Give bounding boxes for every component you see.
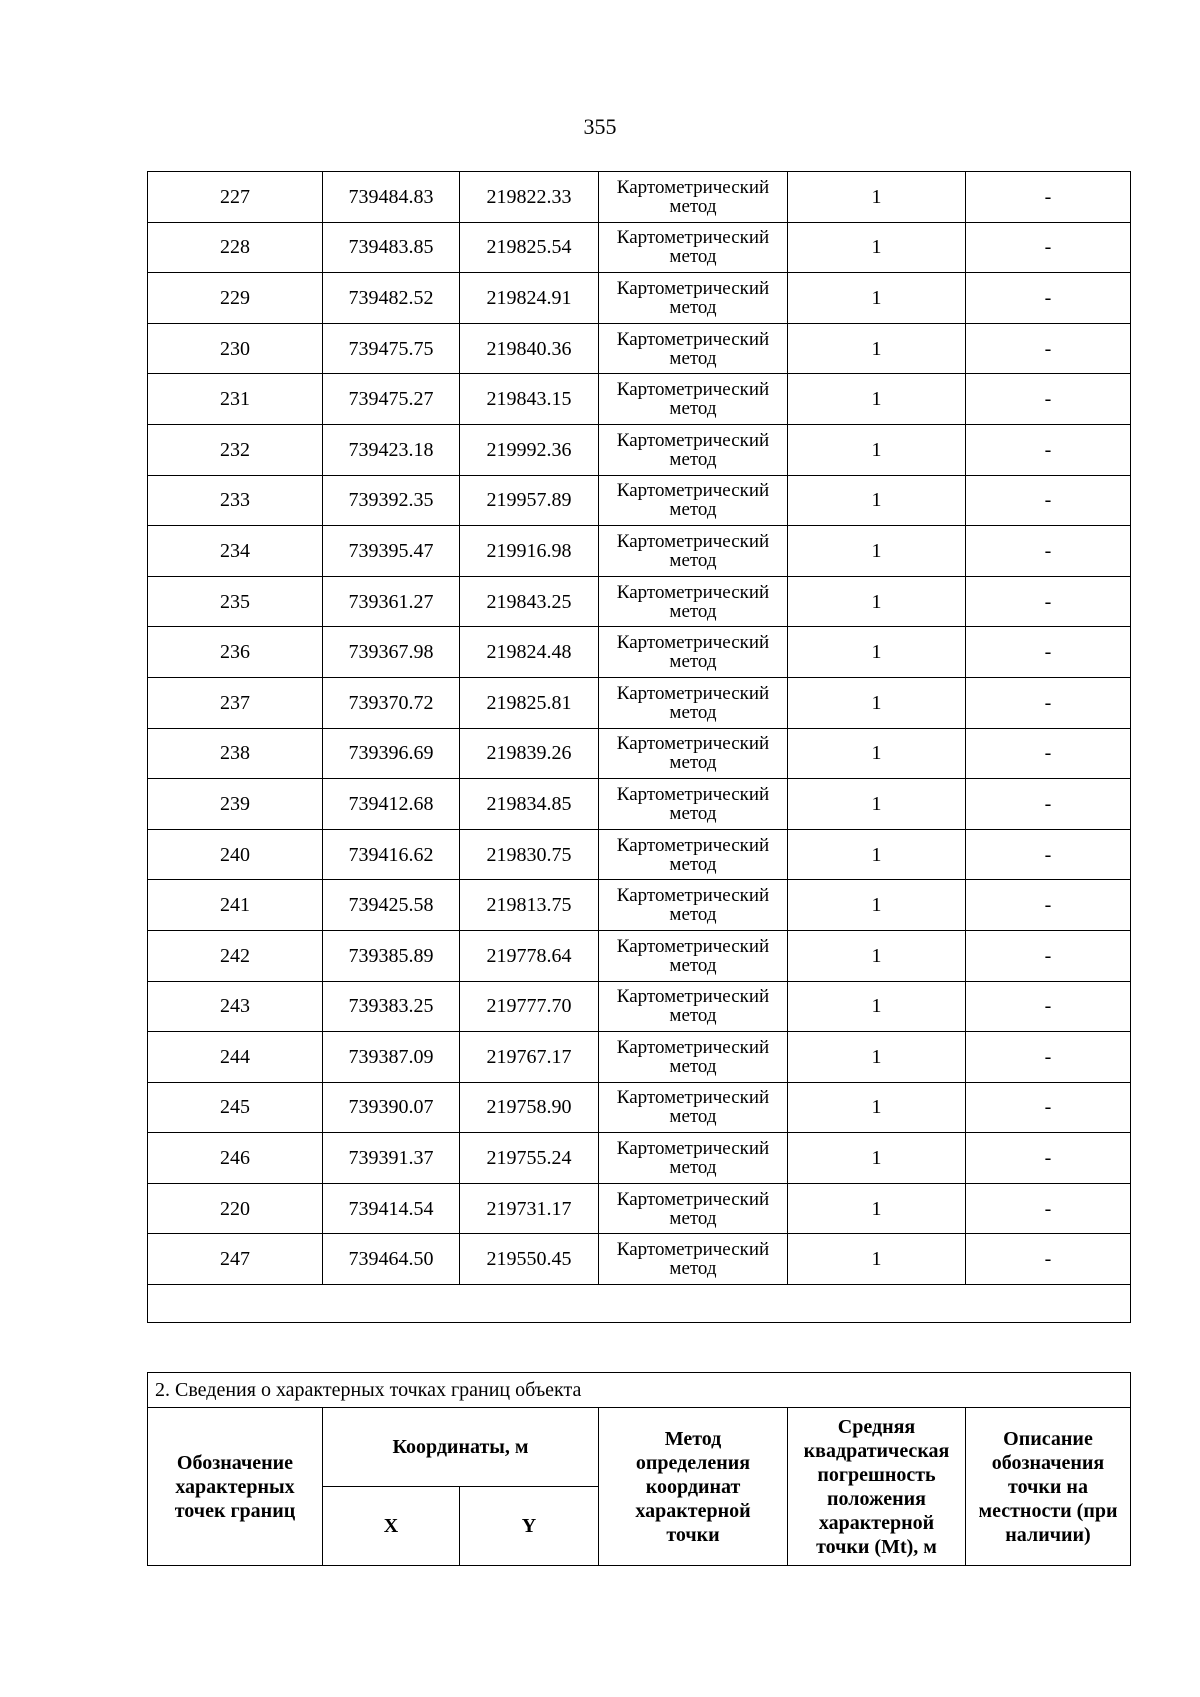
description-cell: - — [966, 728, 1131, 779]
boundary-points-body — [148, 172, 1131, 1285]
method-cell — [599, 526, 788, 577]
table-row — [148, 576, 1131, 627]
method-line: метод — [669, 499, 717, 521]
method-line: Картометрический — [616, 176, 770, 198]
method-line: метод — [669, 904, 717, 926]
point-id-cell: 239 — [148, 779, 323, 830]
coord-y-cell: 219777.70 — [460, 981, 599, 1032]
description-cell: - — [966, 930, 1131, 981]
table-row — [148, 424, 1131, 475]
coord-x-cell: 739483.85 — [323, 222, 460, 273]
coord-y-cell: 219778.64 — [460, 930, 599, 981]
accuracy-cell: 1 — [788, 172, 966, 223]
point-id-cell: 237 — [148, 677, 323, 728]
coord-x-cell: 739482.52 — [323, 273, 460, 324]
coord-y-cell: 219957.89 — [460, 475, 599, 526]
method-line: метод — [669, 1258, 717, 1280]
method-line: Картометрический — [616, 632, 770, 654]
method-line: Картометрический — [616, 1036, 770, 1058]
method-line: Картометрический — [616, 783, 770, 805]
header-description — [966, 1408, 1131, 1566]
method-cell — [599, 273, 788, 324]
method-line: метод — [669, 853, 717, 875]
table-row — [148, 677, 1131, 728]
method-line: Картометрический — [616, 733, 770, 755]
point-id-cell: 227 — [148, 172, 323, 223]
coord-y-cell: 219824.91 — [460, 273, 599, 324]
method-line: метод — [669, 246, 717, 268]
table-row — [148, 1082, 1131, 1133]
table-row — [148, 1234, 1131, 1285]
coord-x-cell: 739383.25 — [323, 981, 460, 1032]
accuracy-cell: 1 — [788, 273, 966, 324]
description-cell: - — [966, 1133, 1131, 1184]
coord-y-cell: 219992.36 — [460, 424, 599, 475]
point-id-cell: 245 — [148, 1082, 323, 1133]
table-row — [148, 526, 1131, 577]
header-accuracy-line: точки (Mt), м — [816, 1535, 937, 1558]
method-cell — [599, 1234, 788, 1285]
coord-x-cell: 739475.27 — [323, 374, 460, 425]
method-line: метод — [669, 448, 717, 470]
method-cell — [599, 1183, 788, 1234]
description-cell: - — [966, 424, 1131, 475]
method-cell — [599, 779, 788, 830]
method-line: Картометрический — [616, 379, 770, 401]
coord-x-cell: 739414.54 — [323, 1183, 460, 1234]
description-cell: - — [966, 374, 1131, 425]
method-line: Картометрический — [616, 935, 770, 957]
header-x: X — [323, 1487, 460, 1566]
table-row — [148, 930, 1131, 981]
coord-y-cell: 219839.26 — [460, 728, 599, 779]
description-cell: - — [966, 627, 1131, 678]
method-line: Картометрический — [616, 1138, 770, 1160]
method-cell — [599, 627, 788, 678]
method-line: метод — [669, 1106, 717, 1128]
page-number: 355 — [583, 114, 617, 139]
coord-x-cell: 739425.58 — [323, 880, 460, 931]
accuracy-cell: 1 — [788, 677, 966, 728]
method-line: метод — [669, 1005, 717, 1027]
method-line: метод — [669, 600, 717, 622]
description-cell: - — [966, 475, 1131, 526]
coord-y-cell: 219822.33 — [460, 172, 599, 223]
coord-x-cell: 739361.27 — [323, 576, 460, 627]
header-method-line: Метод — [664, 1427, 722, 1450]
header-designation-line: Обозначение — [176, 1451, 294, 1474]
coord-y-cell: 219916.98 — [460, 526, 599, 577]
accuracy-cell: 1 — [788, 374, 966, 425]
point-id-cell: 241 — [148, 880, 323, 931]
description-cell: - — [966, 677, 1131, 728]
table-row — [148, 728, 1131, 779]
description-cell: - — [966, 779, 1131, 830]
table-row — [148, 1032, 1131, 1083]
accuracy-cell: 1 — [788, 627, 966, 678]
coord-x-cell: 739475.75 — [323, 323, 460, 374]
coord-x-cell: 739412.68 — [323, 779, 460, 830]
point-id-cell: 229 — [148, 273, 323, 324]
method-line: метод — [669, 802, 717, 824]
coord-x-cell: 739484.83 — [323, 172, 460, 223]
method-cell — [599, 728, 788, 779]
method-line: метод — [669, 347, 717, 369]
coord-x-cell: 739392.35 — [323, 475, 460, 526]
point-id-cell: 232 — [148, 424, 323, 475]
method-line: Картометрический — [616, 986, 770, 1008]
description-cell: - — [966, 323, 1131, 374]
description-cell: - — [966, 576, 1131, 627]
accuracy-cell: 1 — [788, 526, 966, 577]
method-line: Картометрический — [616, 682, 770, 704]
table-row — [148, 1133, 1131, 1184]
coord-x-cell: 739367.98 — [323, 627, 460, 678]
header-accuracy — [788, 1408, 966, 1566]
header-description-line: точки на — [1008, 1475, 1088, 1498]
header-method — [599, 1408, 788, 1566]
accuracy-cell: 1 — [788, 222, 966, 273]
header-y: Y — [460, 1487, 599, 1566]
header-designation — [148, 1408, 323, 1566]
method-line: Картометрический — [616, 530, 770, 552]
table-row — [148, 475, 1131, 526]
header-method-line: характерной — [635, 1499, 751, 1522]
coord-x-cell: 739390.07 — [323, 1082, 460, 1133]
point-id-cell: 236 — [148, 627, 323, 678]
method-cell — [599, 222, 788, 273]
coord-x-cell: 739370.72 — [323, 677, 460, 728]
method-line: Картометрический — [616, 1188, 770, 1210]
section2-table — [147, 1372, 1131, 1566]
accuracy-cell: 1 — [788, 323, 966, 374]
method-line: метод — [669, 752, 717, 774]
accuracy-cell: 1 — [788, 981, 966, 1032]
coord-y-cell: 219755.24 — [460, 1133, 599, 1184]
method-cell — [599, 829, 788, 880]
accuracy-cell: 1 — [788, 576, 966, 627]
header-designation-line: характерных — [175, 1475, 295, 1498]
description-cell: - — [966, 829, 1131, 880]
coord-x-cell: 739395.47 — [323, 526, 460, 577]
point-id-cell: 233 — [148, 475, 323, 526]
point-id-cell: 238 — [148, 728, 323, 779]
method-line: Картометрический — [616, 277, 770, 299]
accuracy-cell: 1 — [788, 1133, 966, 1184]
point-id-cell: 235 — [148, 576, 323, 627]
boundary-points-table — [147, 171, 1131, 1323]
method-line: Картометрический — [616, 1239, 770, 1261]
coord-x-cell: 739396.69 — [323, 728, 460, 779]
method-cell — [599, 880, 788, 931]
description-cell: - — [966, 981, 1131, 1032]
coord-x-cell: 739423.18 — [323, 424, 460, 475]
point-id-cell: 246 — [148, 1133, 323, 1184]
coord-x-cell: 739416.62 — [323, 829, 460, 880]
coord-y-cell: 219731.17 — [460, 1183, 599, 1234]
method-line: метод — [669, 398, 717, 420]
method-cell — [599, 1032, 788, 1083]
description-cell: - — [966, 1082, 1131, 1133]
method-cell — [599, 374, 788, 425]
header-description-line: обозначения — [991, 1451, 1105, 1474]
header-accuracy-line: характерной — [818, 1511, 935, 1534]
coord-y-cell: 219824.48 — [460, 627, 599, 678]
method-line: метод — [669, 1055, 717, 1077]
accuracy-cell: 1 — [788, 1082, 966, 1133]
coord-y-cell: 219825.54 — [460, 222, 599, 273]
accuracy-cell: 1 — [788, 1032, 966, 1083]
coord-y-cell: 219758.90 — [460, 1082, 599, 1133]
accuracy-cell: 1 — [788, 779, 966, 830]
point-id-cell: 242 — [148, 930, 323, 981]
method-line: Картометрический — [616, 429, 770, 451]
empty-cell — [148, 1285, 1131, 1323]
table-row — [148, 779, 1131, 830]
table-row — [148, 172, 1131, 223]
point-id-cell: 230 — [148, 323, 323, 374]
description-cell: - — [966, 1183, 1131, 1234]
header-method-line: координат — [645, 1475, 741, 1498]
table-row — [148, 829, 1131, 880]
coord-y-cell: 219843.25 — [460, 576, 599, 627]
accuracy-cell: 1 — [788, 880, 966, 931]
method-line: Картометрический — [616, 328, 770, 350]
coord-y-cell: 219813.75 — [460, 880, 599, 931]
method-line: метод — [669, 651, 717, 673]
accuracy-cell: 1 — [788, 424, 966, 475]
method-line: Картометрический — [616, 1087, 770, 1109]
header-description-line: местности (при — [978, 1499, 1118, 1522]
method-line: Картометрический — [616, 885, 770, 907]
header-accuracy-line: квадратическая — [803, 1439, 950, 1462]
coord-x-cell: 739464.50 — [323, 1234, 460, 1285]
table-row — [148, 1183, 1131, 1234]
coord-x-cell: 739387.09 — [323, 1032, 460, 1083]
table-row — [148, 222, 1131, 273]
point-id-cell: 234 — [148, 526, 323, 577]
header-accuracy-line: Средняя — [837, 1415, 916, 1438]
empty-row — [148, 1285, 1131, 1323]
table-row — [148, 981, 1131, 1032]
method-line: метод — [669, 195, 717, 217]
description-cell: - — [966, 526, 1131, 577]
accuracy-cell: 1 — [788, 475, 966, 526]
table-row — [148, 374, 1131, 425]
method-cell — [599, 576, 788, 627]
method-cell — [599, 1133, 788, 1184]
point-id-cell: 220 — [148, 1183, 323, 1234]
method-line: метод — [669, 1157, 717, 1179]
point-id-cell: 228 — [148, 222, 323, 273]
method-line: Картометрический — [616, 834, 770, 856]
header-coordinates: Координаты, м — [323, 1408, 599, 1487]
point-id-cell: 240 — [148, 829, 323, 880]
point-id-cell: 244 — [148, 1032, 323, 1083]
header-method-line: точки — [666, 1523, 720, 1546]
method-line: метод — [669, 296, 717, 318]
coord-y-cell: 219767.17 — [460, 1032, 599, 1083]
point-id-cell: 243 — [148, 981, 323, 1032]
header-method-line: определения — [635, 1451, 751, 1474]
accuracy-cell: 1 — [788, 930, 966, 981]
table-row — [148, 273, 1131, 324]
point-id-cell: 231 — [148, 374, 323, 425]
method-line: Картометрический — [616, 480, 770, 502]
header-description-line: наличии) — [1005, 1523, 1091, 1546]
coord-y-cell: 219840.36 — [460, 323, 599, 374]
table-row — [148, 627, 1131, 678]
point-id-cell: 247 — [148, 1234, 323, 1285]
description-cell: - — [966, 222, 1131, 273]
accuracy-cell: 1 — [788, 1183, 966, 1234]
method-cell — [599, 981, 788, 1032]
method-line: Картометрический — [616, 227, 770, 249]
section2-title: 2. Сведения о характерных точках границ объекта — [148, 1373, 1131, 1408]
method-line: метод — [669, 954, 717, 976]
accuracy-cell: 1 — [788, 1234, 966, 1285]
table-row — [148, 323, 1131, 374]
coord-y-cell: 219825.81 — [460, 677, 599, 728]
header-designation-line: точек границ — [174, 1499, 296, 1522]
accuracy-cell: 1 — [788, 829, 966, 880]
description-cell: - — [966, 1234, 1131, 1285]
description-cell: - — [966, 1032, 1131, 1083]
method-cell — [599, 677, 788, 728]
coord-y-cell: 219550.45 — [460, 1234, 599, 1285]
header-description-line: Описание — [1003, 1427, 1093, 1450]
header-accuracy-line: погрешность — [817, 1463, 936, 1486]
description-cell: - — [966, 880, 1131, 931]
description-cell: - — [966, 172, 1131, 223]
coord-y-cell: 219834.85 — [460, 779, 599, 830]
coord-y-cell: 219843.15 — [460, 374, 599, 425]
method-cell — [599, 930, 788, 981]
accuracy-cell: 1 — [788, 728, 966, 779]
method-line: метод — [669, 1207, 717, 1229]
method-cell — [599, 172, 788, 223]
method-cell — [599, 323, 788, 374]
coord-y-cell: 219830.75 — [460, 829, 599, 880]
header-accuracy-line: положения — [827, 1487, 926, 1510]
coord-x-cell: 739385.89 — [323, 930, 460, 981]
method-line: метод — [669, 701, 717, 723]
description-cell: - — [966, 273, 1131, 324]
method-line: метод — [669, 549, 717, 571]
coord-x-cell: 739391.37 — [323, 1133, 460, 1184]
table-row — [148, 880, 1131, 931]
method-line: Картометрический — [616, 581, 770, 603]
method-cell — [599, 1082, 788, 1133]
method-cell — [599, 475, 788, 526]
method-cell — [599, 424, 788, 475]
